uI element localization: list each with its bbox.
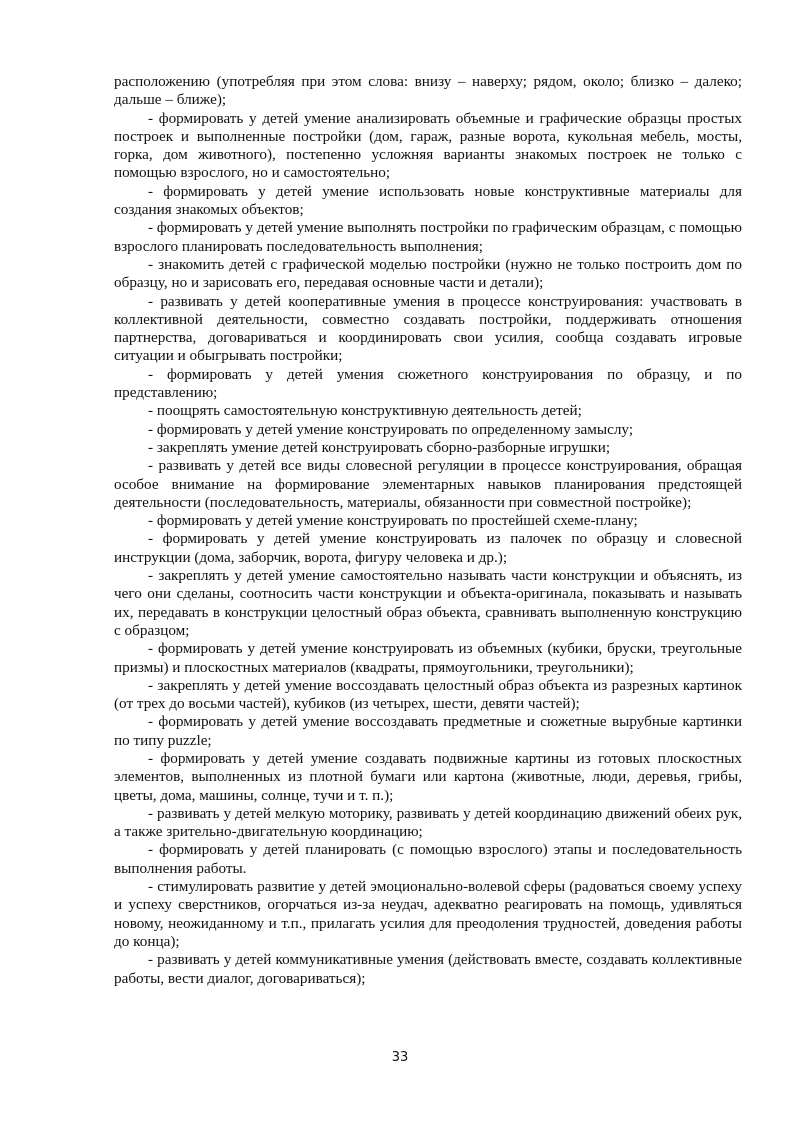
paragraph-22: - развивать у детей коммуникативные умения (действовать вместе, создавать коллективные работы, вести диалог, договариваться); [114,951,742,987]
paragraph-5: - знакомить детей с графической моделью постройки (нужно не только построить дом по образцу, но и зарисовать его, передавая основные части и детали); [114,255,742,292]
paragraph-19: - развивать у детей мелкую моторику, развивать у детей координацию движений обеих рук, а также зрительно-двигательную координацию; [114,804,742,841]
paragraph-10: - закреплять умение детей конструировать сборно-разборные игрушки; [148,438,611,456]
paragraph-14: - закреплять у детей умение самостоятельно называть части конструкции и объяснять, из чего они сделаны, соотносить части конструкции и объекта-оригинала, показывать и называть их, передавать в конструкции целостный образ объекта, сравнивать выполненную конструкцию с образцом; [114,567,742,639]
paragraph-2: - формировать у детей умение анализировать объемные и графические образцы простых построек и выполненные постройки (дом, гараж, разные ворота, кукольная мебель, мосты, горка, дом животного), постепенно усложняя варианты знакомых построек не только с помощью взрослого, но и самостоятельно; [114,109,742,182]
paragraph-15: - формировать у детей умение конструировать из объемных (кубики, бруски, треугольные призмы) и плоскостных материалов (квадраты, прямоугольники, треугольники); [114,640,742,676]
paragraph-13: - формировать у детей умение конструировать из палочек по образцу и словесной инструкции (дома, заборчик, ворота, фигуру человека и др.); [114,530,742,566]
paragraph-7: - формировать у детей умения сюжетного конструирования по образцу, и по представлению; [114,365,742,402]
paragraph-1: расположению (употребляя при этом слова: внизу – наверху; рядом, около; близко – далеко; дальше – ближе); [114,73,742,109]
paragraph-21: - стимулировать развитие у детей эмоционально-волевой сферы (радоваться своему успеху и успеху сверстников, огорчаться из-за неудач, адекватно реагировать на помощь, удивляться новому, неожиданному и т.п., прилагать усилия для преодоления трудностей, доведения работы до конца); [114,878,742,950]
paragraph-3: - формировать у детей умение использовать новые конструктивные материалы для создания знакомых объектов; [114,182,742,219]
paragraph-6: - развивать у детей кооперативные умения в процессе конструирования: участвовать в коллективной деятельности, совместно создавать постройки, поддерживать отношения партнерства, договариваться и координировать свои усилия, сообща создавать игровые ситуации и обыгрывать постройки; [114,292,742,365]
paragraph-17: - формировать у детей умение воссоздавать предметные и сюжетные вырубные картинки по типу puzzle; [114,713,742,749]
paragraph-12: - формировать у детей умение конструировать по простейшей схеме-плану; [148,512,638,530]
paragraph-8: - поощрять самостоятельную конструктивную деятельность детей; [148,402,582,420]
paragraph-4: - формировать у детей умение выполнять постройки по графическим образцам, с помощью взрослого планировать последовательность выполнения; [114,219,742,255]
paragraph-16: - закреплять у детей умение воссоздавать целостный образ объекта из разрезных картинок (от трех до восьми частей), кубиков (из четырех, шести, девяти частей); [114,676,742,713]
paragraph-18: - формировать у детей умение создавать подвижные картины из готовых плоскостных элементов, выполненных из плотной бумаги или картона (животные, люди, деревья, грибы, цветы, дома, машины, солнце, тучи и т. п.); [114,749,742,804]
paragraph-20: - формировать у детей планировать (с помощью взрослого) этапы и последовательность выполнения работы. [114,841,742,877]
page-number: 33 [391,1050,409,1065]
paragraph-11: - развивать у детей все виды словесной регуляции в процессе конструирования, обращая особое внимание на формирование элементарных навыков планирования предстоящей деятельности (последовательность, материалы, обязанности при совместной постройке); [114,457,742,511]
document-body [114,73,742,988]
paragraph-9: - формировать у детей умение конструировать по определенному замыслу; [148,420,634,438]
